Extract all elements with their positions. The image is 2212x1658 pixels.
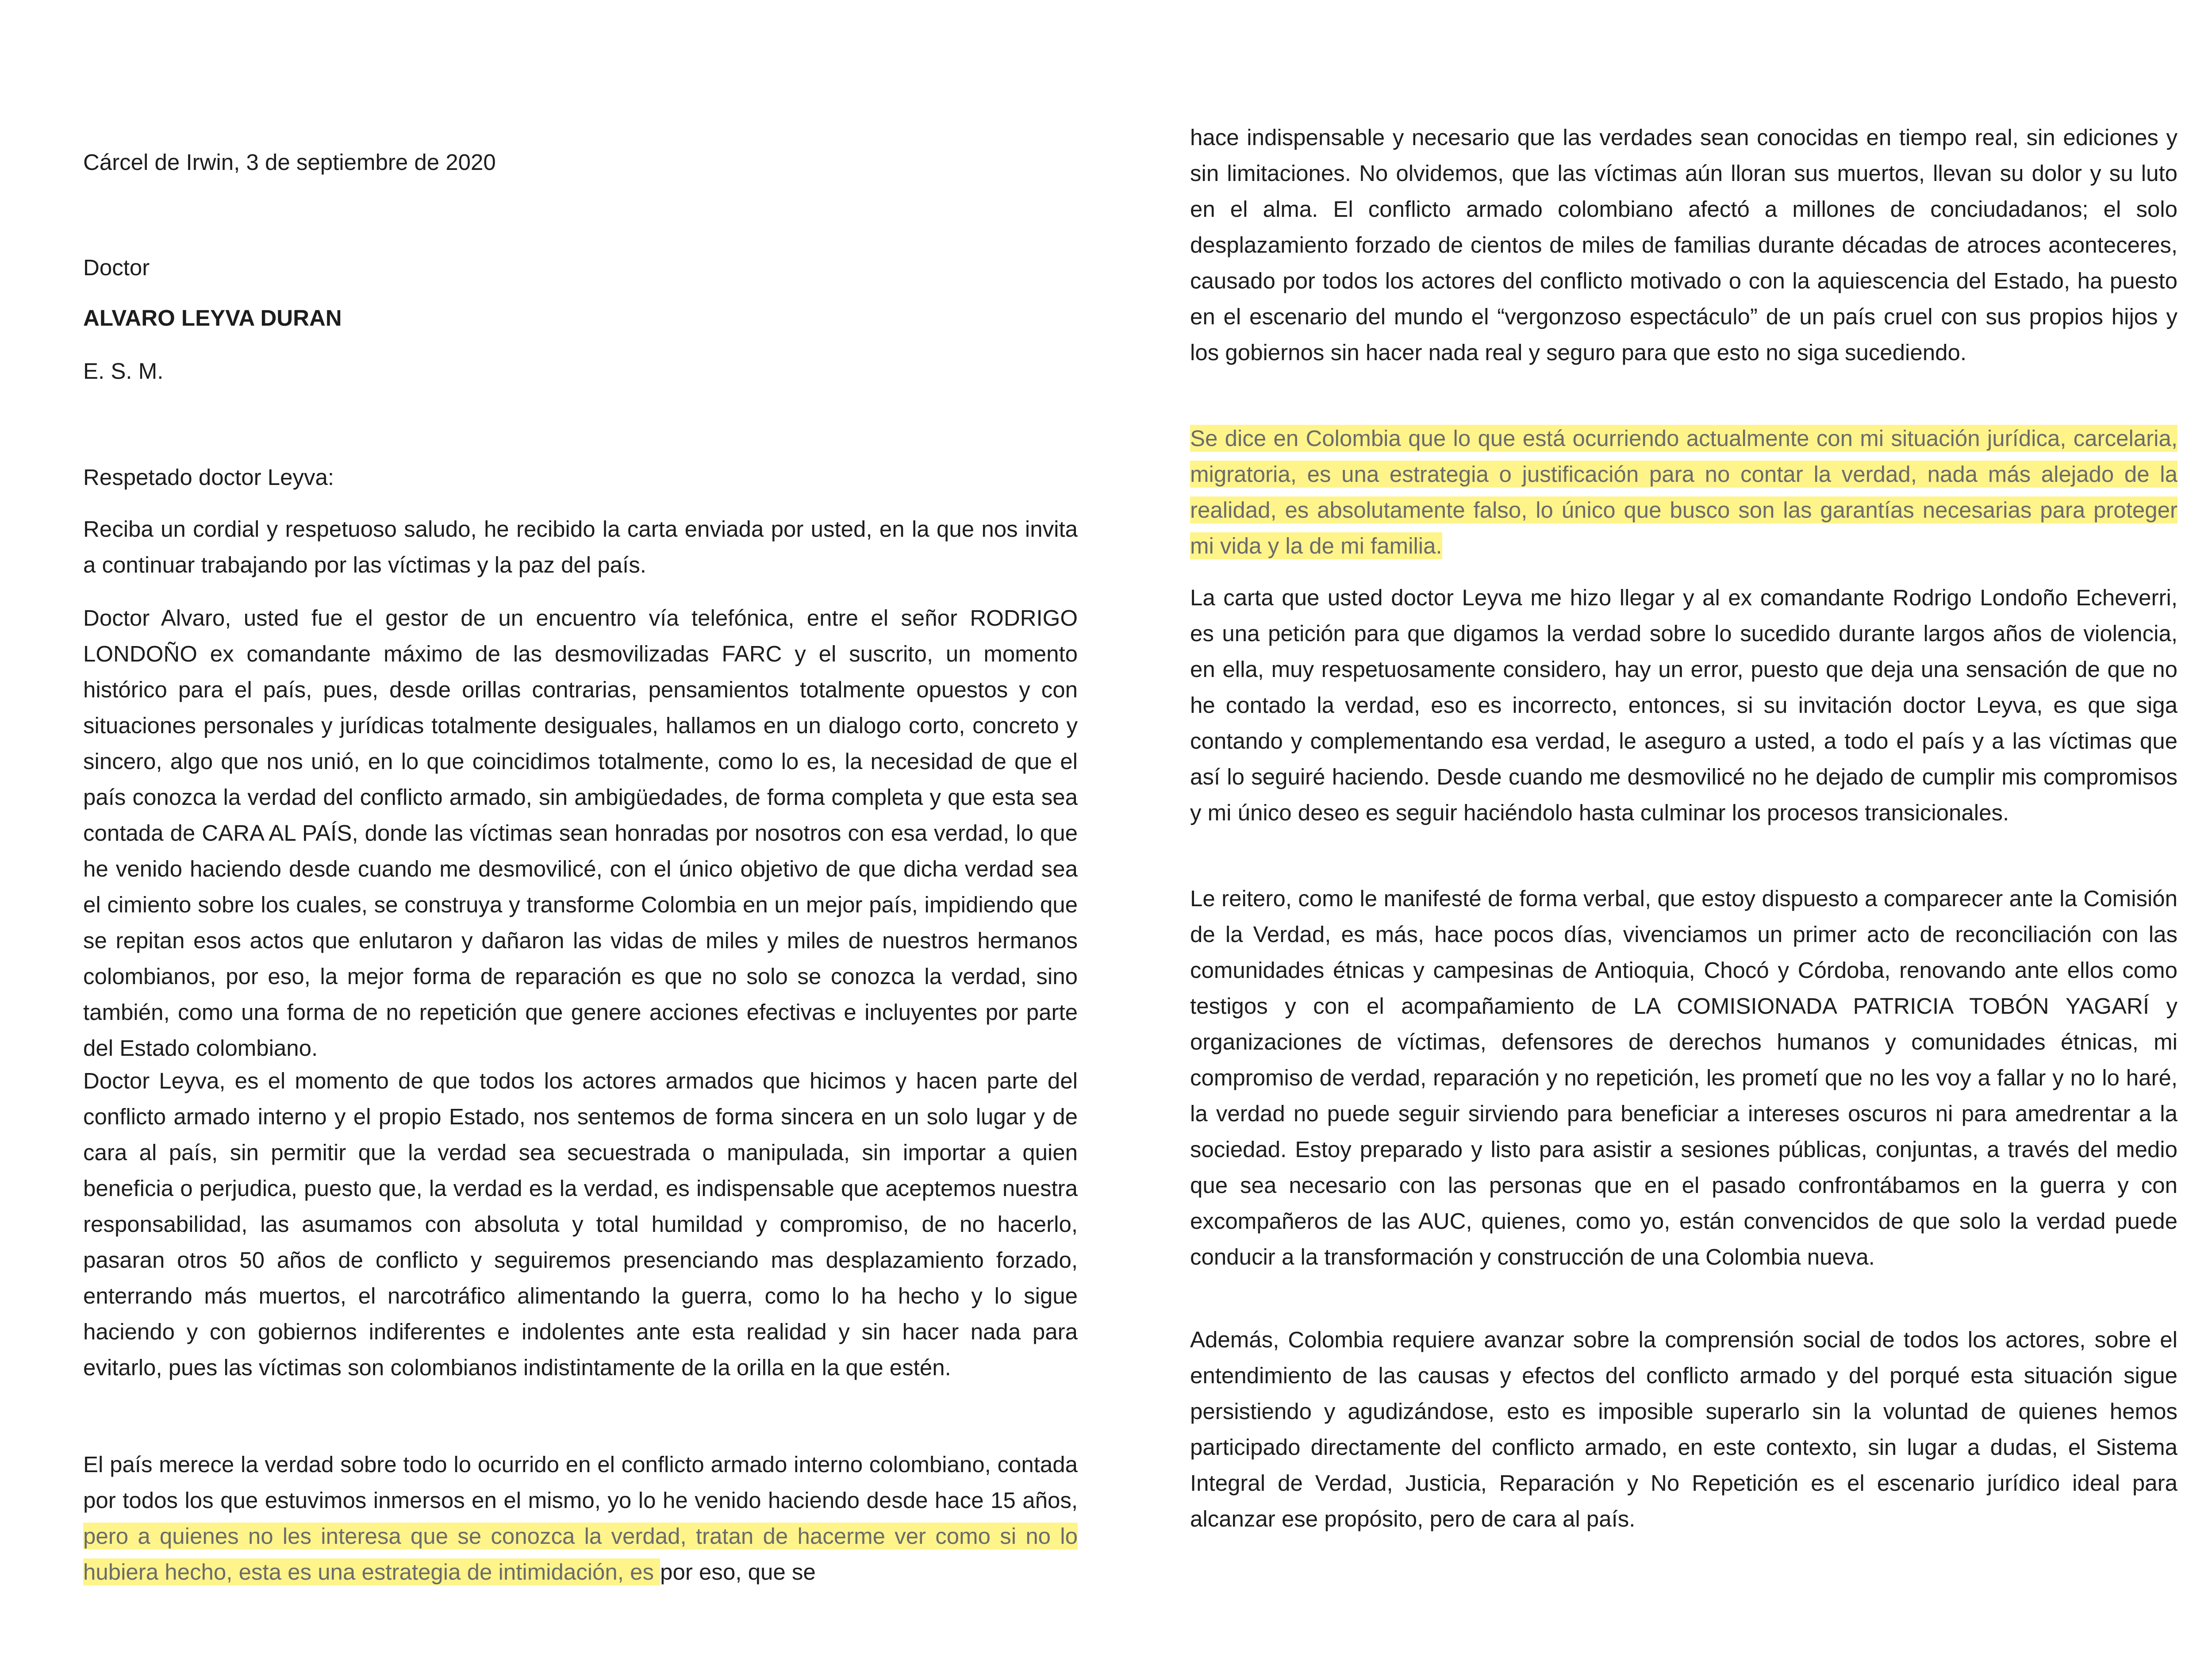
highlighted-text-right: Se dice en Colombia que lo que está ocurriendo actualmente con mi situación jurídica, carcelaria, migratoria, es una estrategia o justificación para no contar la verdad, nada más alejado de la realidad, es absolutamente falso, lo único que busco son las garantías necesarias para proteger mi vida y la de mi familia. <box>1190 426 2177 558</box>
place-date: Cárcel de Irwin, 3 de septiembre de 2020 <box>83 150 496 175</box>
addressee-name: ALVARO LEYVA DURAN <box>83 305 342 331</box>
paragraph-left-1: Reciba un cordial y respetuoso saludo, he recibido la carta enviada por usted, en la que nos invita a continuar trabajando por las víctimas y la paz del país. <box>83 516 1078 577</box>
paragraph-right-2 <box>1190 420 2177 564</box>
addressee-title: Doctor <box>83 255 150 280</box>
salutation: Respetado doctor Leyva: <box>83 465 334 490</box>
paragraph-left-4-end: por eso, que se <box>660 1559 816 1585</box>
paragraph-left-3: Doctor Leyva, es el momento de que todos los actores armados que hicimos y hacen parte del conflicto armado interno y el propio Estado, nos sentemos de forma sincera en un solo lugar y de cara al país, sin permitir que la verdad sea secuestrada o manipulada, sin importar a quien beneficia o perjudica, puesto que, la verdad es la verdad, es indispensable que aceptemos nuestra responsabilidad, las asumamos con absoluta y total humildad y compromiso, de no hacerlo, pasaran otros 50 años de conflicto y seguiremos presenciando mas desplazamiento forzado, enterrando más muertos, el narcotráfico alimentando la guerra, como lo ha hecho y lo sigue haciendo y con gobiernos indiferentes e indolentes ante esta realidad y sin hacer nada para evitarlo, pues las víctimas son colombianos indistintamente de la orilla en la que estén. <box>83 1068 1078 1380</box>
paragraph-left-4 <box>83 1446 1078 1590</box>
highlighted-text-left: pero a quienes no les interesa que se conozca la verdad, tratan de hacerme ver como si no lo hubiera hecho, esta es una estrategia de intimidación, es <box>83 1523 1078 1585</box>
paragraph-right-4: Le reitero, como le manifesté de forma verbal, que estoy dispuesto a comparecer ante la Comisión de la Verdad, es más, hace pocos días, vivenciamos un primer acto de reconciliación con las comunidades étnicas y campesinas de Antioquia, Chocó y Córdoba, renovando ante ellos como testigos y con el acompañamiento de LA COMISIONADA PATRICIA TOBÓN YAGARÍ y organizaciones de víctimas, defensores de derechos humanos y comunidades étnicas, mi compromiso de verdad, reparación y no repetición, les prometí que no les voy a fallar y no lo haré, la verdad no puede seguir sirviendo para beneficiar a intereses oscuros ni para amedrentar a la sociedad. Estoy preparado y listo para asistir a sesiones públicas, conjuntas, a través del medio que sea necesario con las personas que en el pasado confrontábamos en la guerra y con excompañeros de las AUC, quienes, como yo, están convencidos de que solo la verdad puede conducir a la transformación y construcción de una Colombia nueva. <box>1190 886 2177 1269</box>
paragraph-right-5: Además, Colombia requiere avanzar sobre la comprensión social de todos los actores, sobre el entendimiento de las causas y efectos del conflicto armado y del porqué esta situación sigue persistiendo y agudizándose, esto es imposible superarlo sin la voluntad de quienes hemos participado directamente del conflicto armado, en este contexto, sin lugar a dudas, el Sistema Integral de Verdad, Justicia, Reparación y No Repetición es el escenario jurídico ideal para alcanzar ese propósito, pero de cara al país. <box>1190 1327 2177 1531</box>
paragraph-right-1: hace indispensable y necesario que las verdades sean conocidas en tiempo real, sin ediciones y sin limitaciones. No olvidemos, que las víctimas aún lloran sus muertos, llevan su dolor y su luto en el alma. El conflicto armado colombiano afectó a millones de conciudadanos; el solo desplazamiento forzado de cientos de miles de familias durante décadas de atroces aconteceres, causado por todos los actores del conflicto motivado o con la aquiescencia del Estado, ha puesto en el escenario del mundo el “vergonzoso espectáculo” de un país cruel con sus propios hijos y los gobiernos sin hacer nada real y seguro para que esto no siga sucediendo. <box>1190 125 2177 365</box>
esm-line: E. S. M. <box>83 358 164 384</box>
paragraph-left-4-start: El país merece la verdad sobre todo lo ocurrido en el conflicto armado interno colombiano, contada por todos los que estuvimos inmersos en el mismo, yo lo he venido haciendo desde hace 15 años, <box>83 1452 1078 1513</box>
paragraph-left-2: Doctor Alvaro, usted fue el gestor de un encuentro vía telefónica, entre el señor RODRIGO LONDOÑO ex comandante máximo de las desmovilizadas FARC y el suscrito, un momento histórico para el país, pues, desde orillas contrarias, pensamientos totalmente opuestos y con situaciones personales y jurídicas totalmente desiguales, hallamos en un dialogo corto, concreto y sincero, algo que nos unió, en lo que coincidimos totalmente, como lo es, la necesidad de que el país conozca la verdad del conflicto armado, sin ambigüedades, de forma completa y que esta sea contada de CARA AL PAÍS, donde las víctimas sean honradas por nosotros con esa verdad, lo que he venido haciendo desde cuando me desmovilicé, con el único objetivo de que dicha verdad sea el cimiento sobre los cuales, se construya y transforme Colombia en un mejor país, impidiendo que se repitan esos actos que enlutaron y dañaron las vidas de miles y miles de nuestros hermanos colombianos, por eso, la mejor forma de reparación es que no solo se conozca la verdad, sino también, como una forma de no repetición que genere acciones efectivas e incluyentes por parte del Estado colombiano. <box>83 605 1078 1061</box>
paragraph-right-3: La carta que usted doctor Leyva me hizo llegar y al ex comandante Rodrigo Londoño Echeverri, es una petición para que digamos la verdad sobre lo sucedido durante largos años de violencia, en ella, muy respetuosamente considero, hay un error, puesto que deja una sensación de que no he contado la verdad, eso es incorrecto, entonces, si su invitación doctor Leyva, es que siga contando y complementando esa verdad, le aseguro a usted, a todo el país y a las víctimas que así lo seguiré haciendo. Desde cuando me desmovilicé no he dejado de cumplir mis compromisos y mi único deseo es seguir haciéndolo hasta culminar los procesos transicionales. <box>1190 585 2177 825</box>
